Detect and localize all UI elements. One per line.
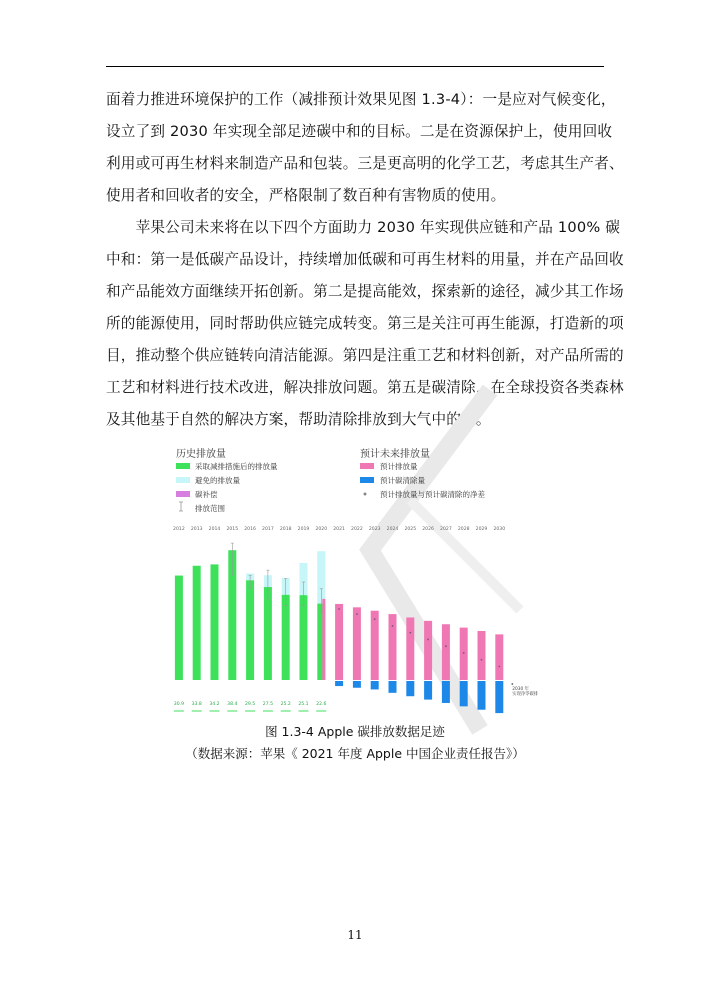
legend-label: 避免的排放量 [195,476,240,485]
text-line: 设立了到 2030 年实现全部足迹碳中和的目标。二是在资源保护上，使用回收 [106,123,613,140]
net-dot [445,645,447,647]
emissions-bar [300,595,308,680]
legend-label: 采取减排措施后的排放量 [195,462,278,471]
legend-label: 排放范围 [195,504,225,513]
year-tick-label: 2025 [404,527,417,532]
value-label: 38.4 [227,702,238,707]
year-tick-label: 2018 [279,527,292,532]
year-tick-label: 2026 [422,527,434,532]
projected-bar [353,607,361,680]
legend-swatch [176,477,190,483]
year-tick-label: 2029 [475,527,488,532]
text-line: 工艺和材料进行技术改进，解决排放问题。第五是碳清除，在全球投资各类森林 [106,379,624,396]
net-dot [427,639,429,641]
legend-swatch [176,491,190,497]
removal-bar [406,681,414,696]
header-rule [106,66,604,67]
net-dot [374,618,376,620]
year-tick-label: 2023 [368,527,381,532]
projected-bar [478,631,486,680]
year-tick-label: 2019 [297,527,310,532]
net-dot [481,659,483,661]
text-line: 目，推动整个供应链转向清洁能源。第四是注重工艺和材料创新，对产品所需的 [106,347,624,364]
legend-label: 预计碳清除量 [380,476,425,485]
legend-title-projected: 预计未来排放量 [360,449,430,460]
year-tick-label: 2013 [190,527,203,532]
legend-label: 预计排放量与预计碳清除的净差 [380,490,485,499]
year-tick-label: 2012 [173,527,185,532]
removal-bar [460,681,468,706]
removal-bar [335,681,343,686]
emissions-bar [175,576,183,680]
net-dot [392,625,394,627]
figure-caption: 图 1.3-4 Apple 碳排放数据足迹 [265,724,445,739]
removal-bar [389,681,397,693]
year-tick-label: 2016 [244,527,256,532]
legend-swatch [360,477,374,483]
legend-label: 碳补偿 [195,490,218,499]
removal-bar [495,681,503,713]
year-tick-label: 2021 [333,527,345,532]
legend-label: 预计排放量 [380,462,418,471]
figure-source: （数据来源：苹果《 2021 年度 Apple 中国企业责任报告》） [185,746,525,761]
legend-swatch [364,493,367,496]
text-line: 所的能源使用，同时帮助供应链完成转变。第三是关注可再生能源，打造新的项 [106,315,624,332]
value-label: 25.1 [298,702,309,707]
legend-swatch [176,463,190,469]
projected-bar [371,611,379,680]
removal-bar [442,681,450,703]
year-tick-label: 2017 [262,527,274,532]
removal-bar [371,681,379,689]
emissions-bar [193,566,201,680]
year-tick-label: 2020 [315,527,328,532]
year-tick-label: 2030 [493,527,506,532]
year-tick-label: 2028 [457,527,470,532]
projected-bar [335,604,343,680]
year-tick-label: 2022 [351,527,363,532]
projected-bar [495,634,503,680]
value-label: 25.2 [280,702,291,707]
emissions-bar [211,564,219,680]
annotation-label: 实现净零碳排 [512,692,539,697]
year-tick-label: 2024 [386,527,399,532]
text-line: 使用者和回收者的安全，严格限制了数百种有害物质的使用。 [106,187,506,204]
removal-bar [424,681,432,700]
emissions-chart [164,438,544,718]
text-line: 及其他基于自然的解决方案，帮助清除排放到大气中的碳。 [106,411,491,428]
text-line: 中和：第一是低碳产品设计，持续增加低碳和可再生材料的用量，并在产品回收 [106,251,624,268]
net-dot [338,608,340,610]
text-line: 利用或可再生材料来制造产品和包装。三是更高明的化学工艺，考虑其生产者、 [106,155,624,172]
net-dot [463,652,465,654]
text-line: 和产品能效方面继续开拓创新。第二是提高能效，探索新的途径，减少其工作场 [106,283,624,300]
year-tick-label: 2027 [440,527,452,532]
net-dot [498,666,500,668]
projected-bar [322,599,325,680]
projected-bar [406,617,414,680]
projected-bar [442,624,450,680]
annotation-label: 2030 年 [512,687,529,692]
removal-bar [478,681,486,710]
projected-bar [424,621,432,680]
text-line: 苹果公司未来将在以下四个方面助力 2030 年实现供应链和产品 100% 碳 [106,219,621,236]
value-label: 34.2 [209,702,220,707]
annotation-dot [511,683,513,685]
projected-bar [389,614,397,680]
paragraph-1 [106,84,624,212]
net-dot [409,632,411,634]
year-tick-label: 2014 [208,527,221,532]
net-dot [356,613,358,615]
legend-title-historical: 历史排放量 [176,449,226,460]
emissions-bar [264,587,272,680]
value-label: 30.9 [173,702,185,707]
paragraph-2 [106,212,624,436]
text-line: 面着力推进环境保护的工作（减排预计效果见图 1.3-4）：一是应对气候变化， [106,91,616,108]
value-label: 27.5 [262,702,274,707]
value-label: 22.6 [316,702,327,707]
value-label: 33.8 [191,702,202,707]
legend-swatch [360,463,374,469]
emissions-bar [282,595,290,680]
page-number: 11 [347,928,363,942]
emissions-bar [246,580,254,680]
removal-bar [353,681,361,688]
year-tick-label: 2015 [226,527,239,532]
value-label: 29.5 [244,702,256,707]
